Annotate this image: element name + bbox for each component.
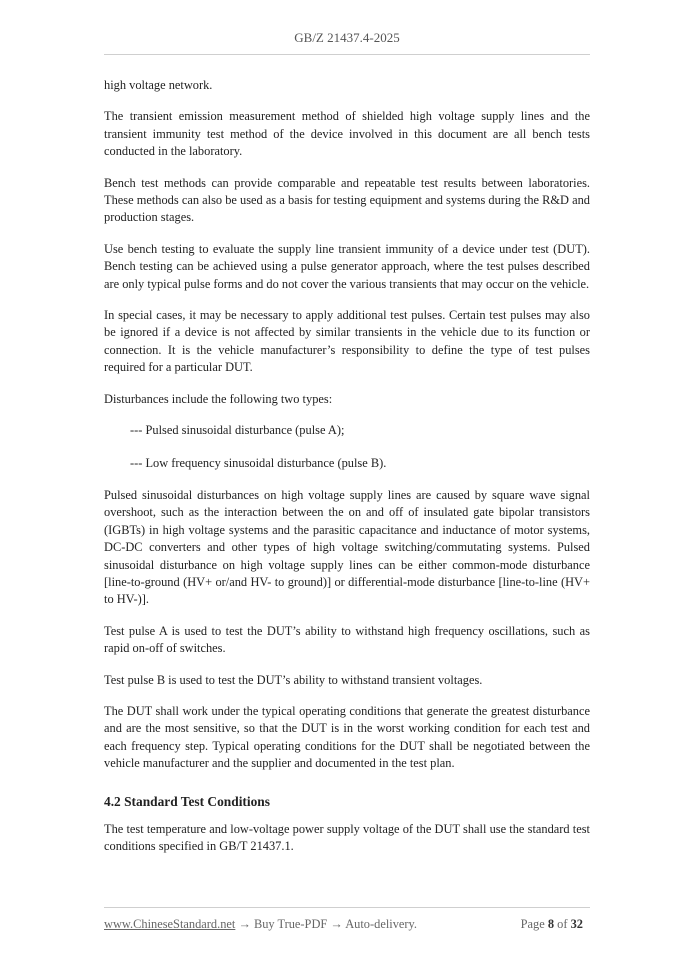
page-counter — [521, 917, 583, 932]
paragraph: high voltage network. — [104, 78, 213, 92]
page-header-standard-code: GB/Z 21437.4-2025 — [294, 30, 400, 45]
section-heading: 4.2 Standard Test Conditions — [104, 793, 270, 809]
paragraph: Bench test methods can provide comparable and repeatable test results between laboratories. These methods can also be used as a basis for testing equipment and systems during the R&D and production stages. — [104, 175, 590, 225]
page-label: Page — [520, 917, 545, 931]
paragraph: Disturbances include the following two types: — [104, 391, 333, 406]
of-label: of — [557, 917, 568, 931]
paragraph: Test pulse B is used to test the DUT’s ability to withstand transient voltages. — [104, 672, 483, 687]
site-link[interactable]: www.ChineseStandard.net — [104, 917, 236, 931]
header-divider — [104, 54, 590, 55]
paragraph: The transient emission measurement method of shielded high voltage supply lines and the transient immunity test method of the device involved in this document are all bench tests conducted in the laboratory. — [104, 109, 590, 159]
auto-delivery-text: Auto-delivery. — [345, 917, 418, 931]
document-body — [104, 77, 590, 869]
total-pages-number: 32 — [570, 917, 583, 931]
current-page-number: 8 — [547, 917, 555, 931]
paragraph: Pulsed sinusoidal disturbances on high voltage supply lines are caused by square wave signal overshoot, such as the interaction between the on and off of insulated gate bipolar transistors (IGBTs) in high voltage systems and the parasitic capacitance and inductance of motor systems, DC-DC converters and other types of high voltage switching/commutating systems. Pulsed sinusoidal disturbance on high voltage supply lines can be either common-mode disturbance [line-to-ground (HV+ or/and HV- to ground)] or differential-mode disturbance [line-to-line (HV+ to HV-)]. — [104, 487, 590, 607]
paragraph: The DUT shall work under the typical operating conditions that generate the greatest disturbance and are the most sensitive, so that the DUT is in the worst working condition for each test and each frequency step. Typical operating conditions for the DUT shall be negotiated between the vehicle manufacturer and the supplier and documented in the test plan. — [104, 703, 590, 771]
paragraph: In special cases, it may be necessary to apply additional test pulses. Certain test pulses may also be ignored if a device is not affected by similar transients in the vehicle due to its function or connection. It is the vehicle manufacturer’s responsibility to define the type of test pulses required for a particular DUT. — [104, 308, 590, 375]
paragraph: Test pulse A is used to test the DUT’s ability to withstand high frequency oscillations, such as rapid on-off of switches. — [104, 623, 590, 656]
paragraph: Use bench testing to evaluate the supply line transient immunity of a device under test (DUT). Bench testing can be achieved using a pulse generator approach, where the test pulses described are only typical pulse forms and do not cover the various transients that may occur on the vehicle. — [104, 241, 590, 291]
buy-true-pdf-text: Buy True-PDF — [253, 917, 328, 931]
list-item-pulse-b: --- Low frequency sinusoidal disturbance (pulse B). — [130, 455, 387, 470]
footer-divider — [104, 907, 590, 908]
arrow-icon: → — [330, 917, 343, 931]
arrow-icon: → — [238, 917, 251, 931]
paragraph: The test temperature and low-voltage power supply voltage of the DUT shall use the standard test conditions specified in GB/T 21437.1. — [104, 821, 590, 853]
list-item-pulse-a: --- Pulsed sinusoidal disturbance (pulse A); — [130, 423, 345, 438]
footer-promo — [104, 917, 417, 932]
